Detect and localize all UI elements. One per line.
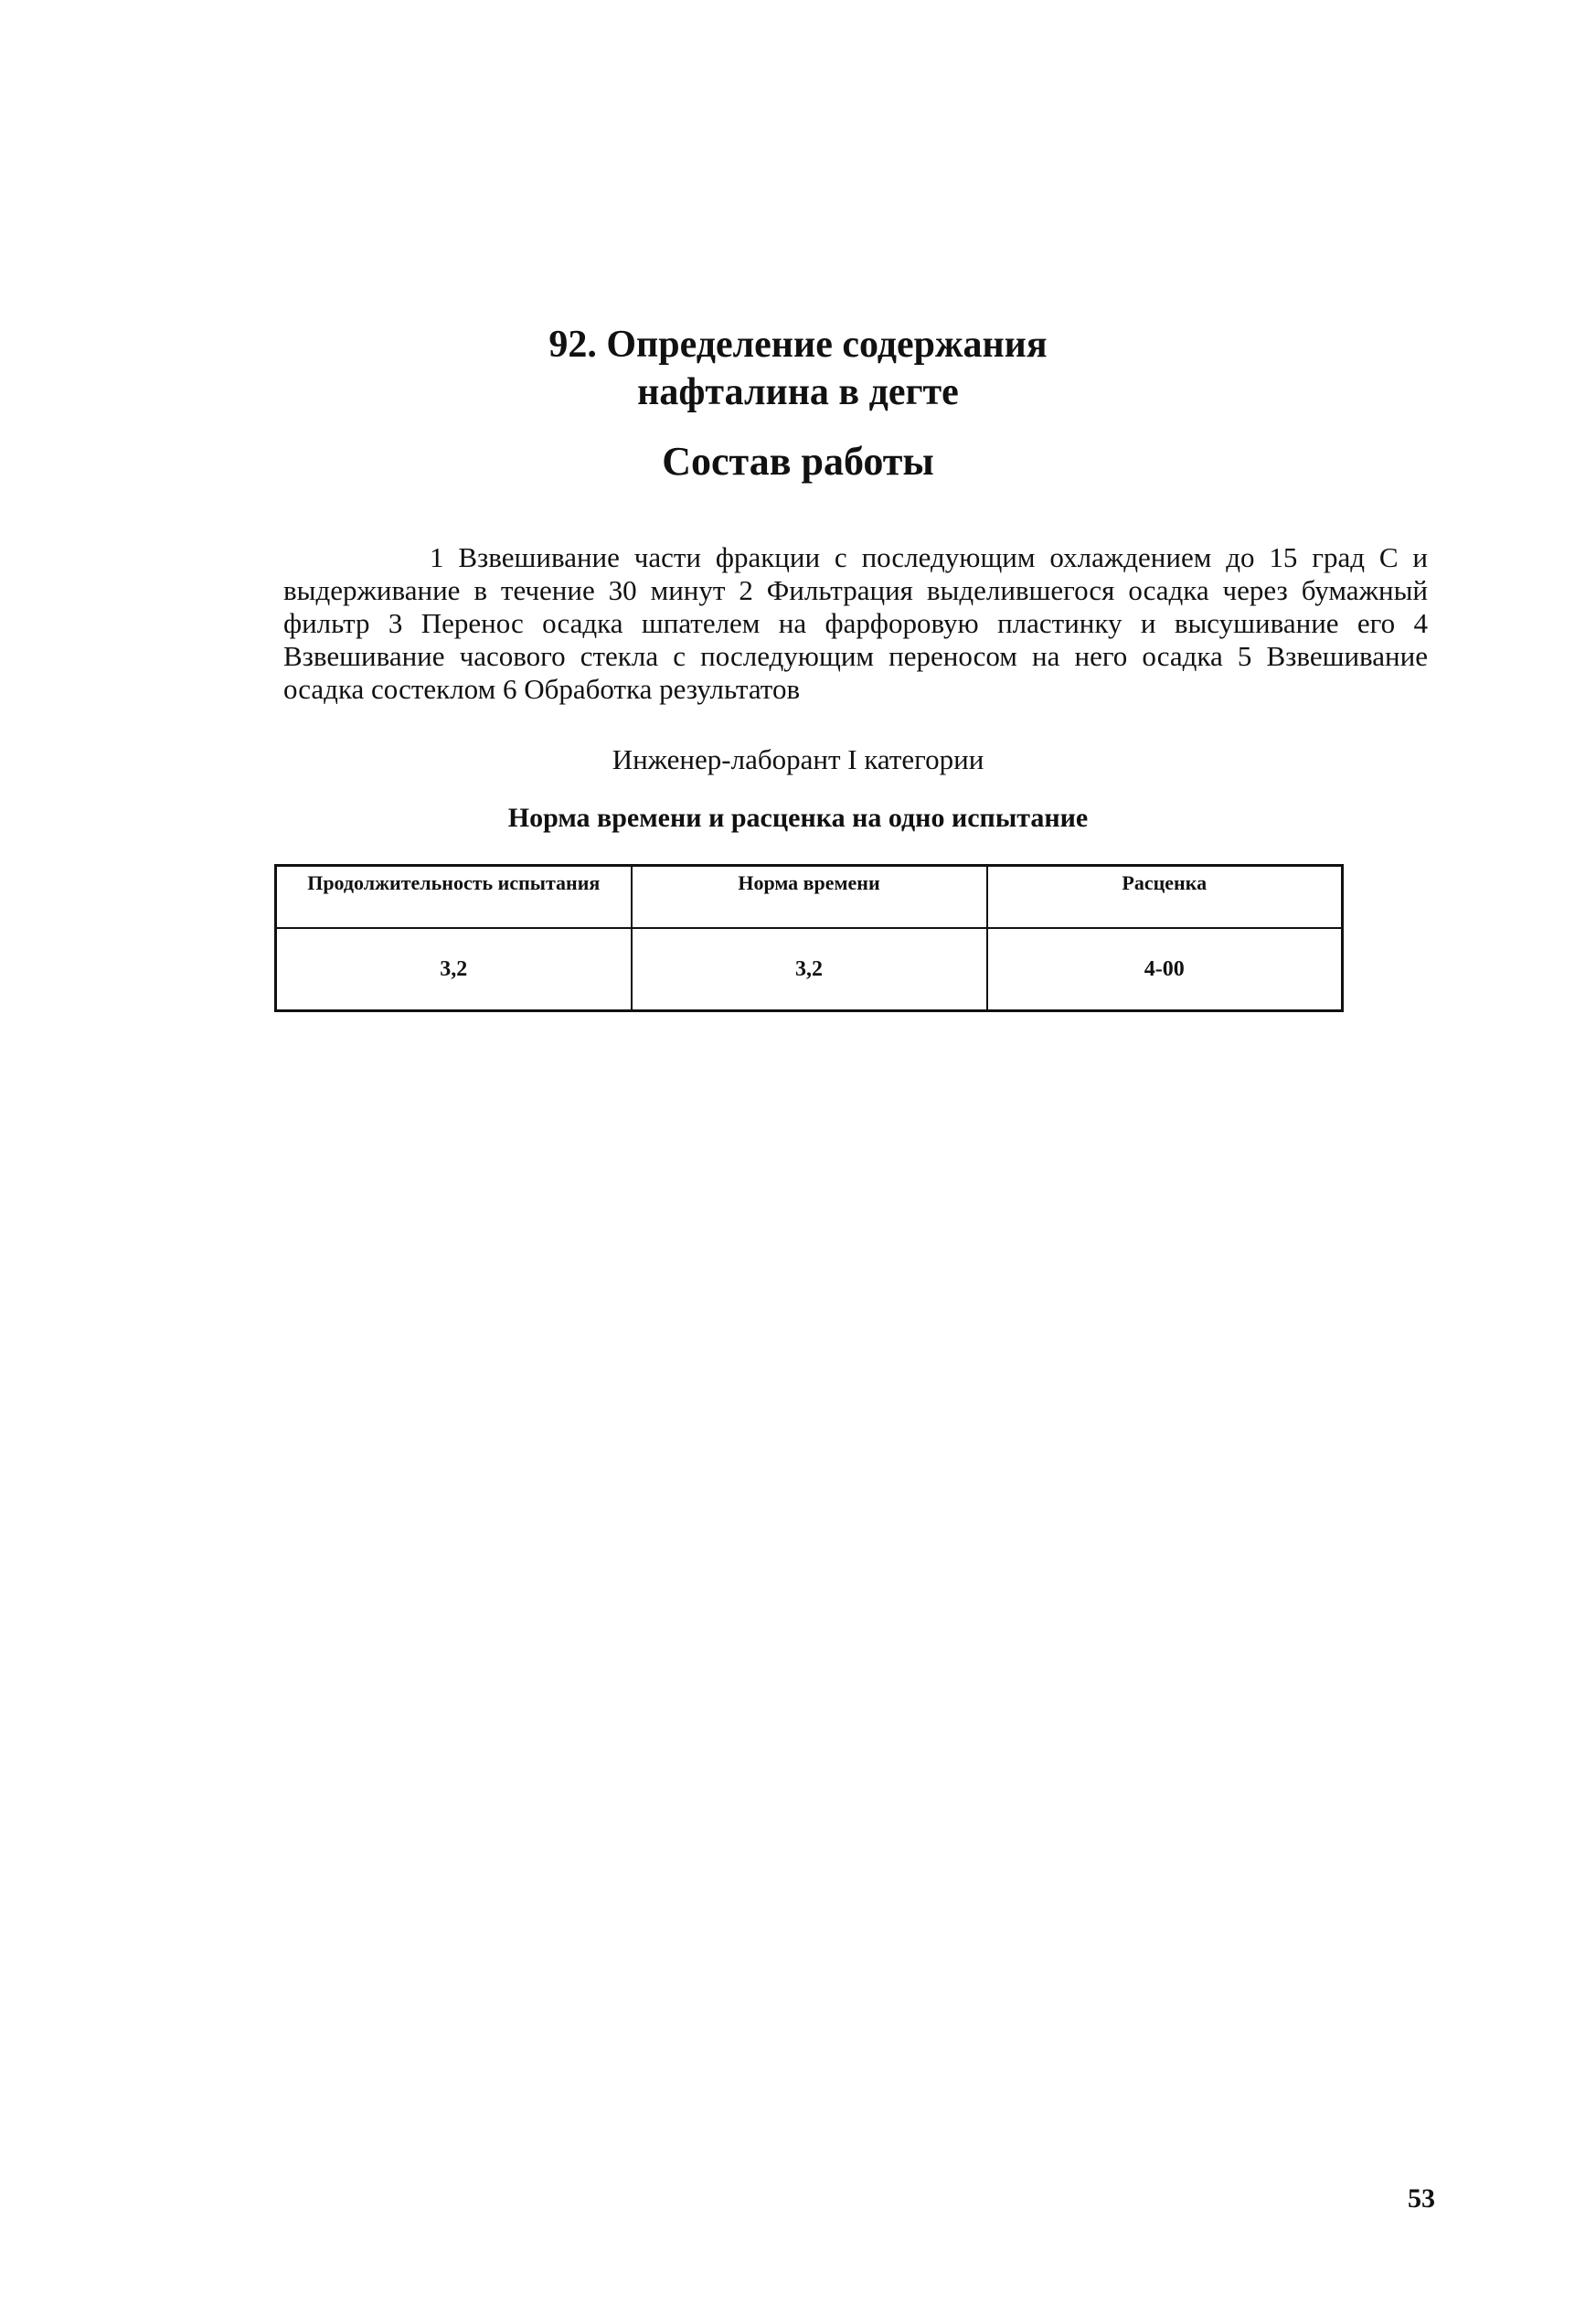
header-duration: Продолжительность испытания [276, 866, 632, 929]
work-composition-text: 1 Взвешивание части фракции с последующим охлаждением до 15 град С и выдерживание в течение 30 минут 2 Фильтрация выделившегося осадка через бумажный фильтр 3 Перенос осадка шпателем на фарфоровую пластинку и высушивание его 4 Взвешивание часового стекла с последующим переносом на него осадка 5 Взвешивание осадка состеклом 6 Обработка результатов [283, 541, 1428, 705]
section-title-line-1: 92. Определение содержания [548, 324, 1048, 366]
work-composition-heading: Состав работы [662, 439, 934, 484]
time-norm-table [274, 864, 1344, 1012]
cell-time-norm: 3,2 [632, 928, 987, 1011]
header-time-norm: Норма времени [632, 866, 987, 929]
table-row [276, 928, 1343, 1011]
cell-rate: 4-00 [987, 928, 1343, 1011]
cell-duration: 3,2 [276, 928, 632, 1011]
section-title-line-2: нафталина в дегте [637, 371, 959, 413]
header-rate: Расценка [987, 866, 1343, 929]
worker-role: Инженер-лаборант I категории [612, 743, 984, 775]
table-caption: Норма времени и расценка на одно испытание [507, 803, 1089, 833]
page-number: 53 [1408, 2183, 1435, 2214]
table-header-row [276, 866, 1343, 929]
